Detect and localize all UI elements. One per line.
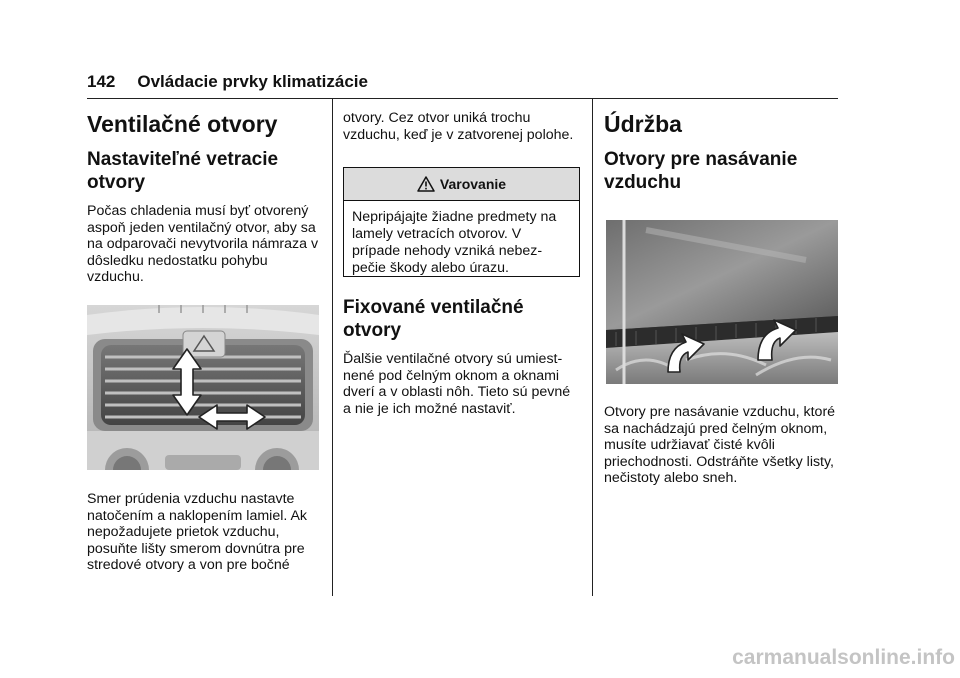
column-3 (604, 110, 838, 194)
column-1 (87, 110, 323, 286)
warning-title: Varovanie (439, 176, 507, 192)
subheading-air-intake: Otvory pre nasávanie vzduchu (604, 149, 798, 193)
page-number: 142 (87, 72, 116, 91)
column-2 (343, 110, 579, 143)
paragraph-fixed-vents: Ďalšie ventilačné otvory sú umiest-nené pod čelným oknom a oknami dverí a v oblasti nôh. Tieto sú pevné a nie je ich možné nastaviť. (343, 351, 571, 417)
warning-triangle-icon (417, 176, 435, 192)
paragraph-cooling: Počas chladenia musí byť otvorený aspoň jeden ventilačný otvor, aby sa na odparovači nevytvorila námraza v dôsledku nedostatku pohybu vzduchu. (87, 203, 319, 286)
subheading-fixed-vents: Fixované ventilačné otvory (343, 297, 524, 341)
warning-box (343, 167, 580, 277)
column-divider-2 (592, 98, 593, 596)
column-3-lower (604, 404, 838, 487)
warning-header (344, 168, 579, 201)
column-divider-1 (332, 98, 333, 596)
column-1-lower (87, 491, 323, 574)
paragraph-continued: otvory. Cez otvor uniká trochu vzduchu, keď je v zatvorenej polohe. (343, 110, 574, 143)
section-heading-maintenance: Údržba (604, 111, 682, 137)
header-rule (87, 98, 838, 99)
air-intake-illustration (606, 220, 838, 384)
warning-text: Nepripájajte žiadne predmety na lamely vetracích otvorov. V prípade nehody vzniká nebez-pečie škody alebo úrazu. (352, 209, 557, 276)
chapter-title: Ovládacie prvky klimatizácie (137, 72, 368, 91)
paragraph-air-direction: Smer prúdenia vzduchu nastavte natočením a naklopením lamiel. Ak nepožadujete prietok vzduchu, posuňte lišty smerom dovnútra pre stredové otvory a von pre bočné (87, 491, 308, 574)
figure-adjustable-vents (87, 305, 319, 470)
subheading-adjustable-vents: Nastaviteľné vetracie otvory (87, 149, 279, 193)
figure-air-intake (606, 220, 838, 384)
page-header (87, 70, 838, 94)
dashboard-vents-illustration (87, 305, 319, 470)
watermark-text: carmanualsonline.info (732, 646, 955, 669)
section-heading-vents: Ventilačné otvory (87, 111, 278, 137)
paragraph-air-intake: Otvory pre nasávanie vzduchu, ktoré sa nachádzajú pred čelným oknom, musíte udržiavať čisté kvôli priechodnosti. Odstráňte všetky listy, nečistoty alebo sneh. (604, 404, 836, 487)
column-2-lower (343, 296, 579, 417)
